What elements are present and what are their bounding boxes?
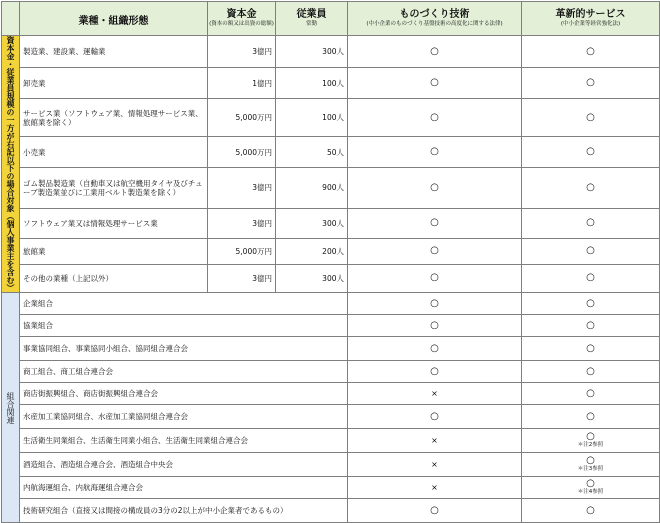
eligibility-mark (522, 383, 660, 405)
organization-name: 商工組合、商工組合連合会 (20, 361, 348, 383)
table-row (2, 238, 660, 264)
circle-mark-icon: ○ (430, 365, 439, 377)
eligibility-mark (348, 361, 522, 383)
eligibility-mark (348, 238, 522, 264)
table-row (2, 36, 660, 68)
eligibility-table (1, 1, 660, 523)
table-row (2, 499, 660, 523)
eligibility-mark (522, 315, 660, 337)
circle-mark-icon: ○ (586, 455, 595, 466)
eligibility-mark (348, 499, 522, 523)
circle-mark-icon: ○ (586, 272, 595, 284)
eligibility-mark (348, 98, 522, 137)
eligibility-mark (522, 208, 660, 238)
circle-mark-icon: ○ (586, 365, 595, 377)
circle-mark-icon: ○ (430, 217, 439, 229)
table-row (2, 68, 660, 98)
footnote-ref: ＊注2参照 (577, 442, 604, 448)
eligibility-mark (348, 293, 522, 315)
table-row (2, 405, 660, 429)
header-innovative: 革新的サービス (中小企業等経営強化法) (522, 2, 660, 36)
circle-mark-icon: ○ (586, 319, 595, 331)
eligibility-mark (522, 361, 660, 383)
eligibility-mark (522, 98, 660, 137)
table-row (2, 383, 660, 405)
table-row (2, 337, 660, 361)
table-row (2, 208, 660, 238)
header-row (2, 2, 660, 36)
circle-mark-icon: ○ (430, 297, 439, 309)
organization-name: 協業組合 (20, 315, 348, 337)
table-row (2, 167, 660, 208)
eligibility-mark (522, 68, 660, 98)
section-sme (2, 36, 660, 293)
table-row (2, 137, 660, 167)
cross-mark-icon: × (431, 435, 438, 445)
table-row (2, 429, 660, 453)
circle-mark-icon: ○ (430, 45, 439, 57)
industry-name: 旅館業 (20, 238, 208, 264)
eligibility-mark (348, 477, 522, 499)
eligibility-mark (348, 167, 522, 208)
capital-value: 5,000万円 (208, 137, 276, 167)
eligibility-mark (348, 68, 522, 98)
circle-mark-icon: ○ (586, 77, 595, 88)
header-industry: 業種・組織形態 (20, 2, 208, 36)
organization-name: 内航海運組合、内航海運組合連合会 (20, 477, 348, 499)
eligibility-mark (348, 36, 522, 68)
capital-value: 5,000万円 (208, 238, 276, 264)
industry-name: ゴム製品製造業（自動車又は航空機用タイヤ及びチューブ製造業並びに工業用ベルト製造業を除く） (20, 167, 208, 208)
circle-mark-icon: ○ (586, 478, 595, 489)
capital-value: 5,000万円 (208, 98, 276, 137)
employees-value: 200人 (276, 238, 348, 264)
eligibility-mark (348, 137, 522, 167)
cross-mark-icon: × (431, 459, 438, 469)
circle-mark-icon: ○ (586, 297, 595, 309)
organization-name: 酒造組合、酒造組合連合会、酒造組合中央会 (20, 453, 348, 477)
industry-name: 小売業 (20, 137, 208, 167)
circle-mark-icon: ○ (586, 45, 595, 57)
circle-mark-icon: ○ (430, 319, 439, 331)
circle-mark-icon: ○ (430, 111, 439, 123)
footnote-ref: ＊注3参照 (577, 466, 604, 472)
circle-mark-icon: ○ (586, 146, 595, 158)
cross-mark-icon: × (431, 482, 438, 492)
circle-mark-icon: ○ (586, 431, 595, 442)
table-row (2, 361, 660, 383)
eligibility-mark (522, 337, 660, 361)
header-employees: 従業員 常勤 (276, 2, 348, 36)
eligibility-mark (522, 405, 660, 429)
employees-value: 300人 (276, 264, 348, 292)
organization-name: 生活衛生同業組合、生活衛生同業小組合、生活衛生同業組合連合会 (20, 429, 348, 453)
eligibility-mark (522, 238, 660, 264)
organization-name: 技術研究組合（直接又は間接の構成員の3分の2以上が中小企業者であるもの） (20, 499, 348, 523)
employees-value: 100人 (276, 68, 348, 98)
eligibility-mark (522, 264, 660, 292)
circle-mark-icon: ○ (430, 410, 439, 422)
capital-value: 1億円 (208, 68, 276, 98)
eligibility-mark (348, 337, 522, 361)
header-capital: 資本金 (資本の額又は出資の総額) (208, 2, 276, 36)
eligibility-mark (348, 453, 522, 477)
organization-name: 企業組合 (20, 293, 348, 315)
table-row (2, 264, 660, 292)
table-row (2, 453, 660, 477)
eligibility-mark (348, 315, 522, 337)
circle-mark-icon: ○ (586, 181, 595, 193)
footnote-ref: ＊注4参照 (577, 489, 604, 495)
capital-value: 3億円 (208, 167, 276, 208)
circle-mark-icon: ○ (586, 245, 595, 257)
employees-value: 50人 (276, 137, 348, 167)
capital-value: 3億円 (208, 264, 276, 292)
table-row (2, 293, 660, 315)
circle-mark-icon: ○ (586, 504, 595, 516)
industry-name: 製造業、建設業、運輸業 (20, 36, 208, 68)
industry-name: 卸売業 (20, 68, 208, 98)
employees-value: 300人 (276, 36, 348, 68)
employees-value: 300人 (276, 208, 348, 238)
eligibility-mark (522, 293, 660, 315)
industry-name: サービス業（ソフトウェア業、情報処理サービス業、旅館業を除く） (20, 98, 208, 137)
eligibility-mark (348, 405, 522, 429)
employees-value: 100人 (276, 98, 348, 137)
circle-mark-icon: ○ (586, 342, 595, 354)
eligibility-mark (522, 499, 660, 523)
category-label: 組合関連 (2, 293, 20, 523)
circle-mark-icon: ○ (430, 342, 439, 354)
header-corner (2, 2, 20, 36)
circle-mark-icon: ○ (430, 272, 439, 284)
circle-mark-icon: ○ (430, 245, 439, 257)
eligibility-mark (348, 264, 522, 292)
organization-name: 事業協同組合、事業協同小組合、協同組合連合会 (20, 337, 348, 361)
organization-name: 水産加工業協同組合、水産加工業協同組合連合会 (20, 405, 348, 429)
eligibility-mark (348, 429, 522, 453)
cross-mark-icon: × (431, 388, 438, 398)
header-monozukuri: ものづくり技術 (中小企業のものづくり基盤技術の高度化に関する法律) (348, 2, 522, 36)
table-row (2, 477, 660, 499)
eligibility-mark (522, 36, 660, 68)
circle-mark-icon: ○ (430, 146, 439, 158)
capital-value: 3億円 (208, 36, 276, 68)
organization-name: 商店街振興組合、商店街振興組合連合会 (20, 383, 348, 405)
capital-value: 3億円 (208, 208, 276, 238)
section-cooperatives (2, 293, 660, 523)
eligibility-mark (522, 429, 660, 453)
circle-mark-icon: ○ (586, 387, 595, 399)
eligibility-mark (522, 137, 660, 167)
eligibility-mark (348, 208, 522, 238)
eligibility-mark (522, 453, 660, 477)
circle-mark-icon: ○ (430, 504, 439, 516)
table-row (2, 315, 660, 337)
circle-mark-icon: ○ (586, 217, 595, 229)
industry-name: その他の業種（上記以外） (20, 264, 208, 292)
eligibility-mark (522, 477, 660, 499)
employees-value: 900人 (276, 167, 348, 208)
eligibility-mark (348, 383, 522, 405)
category-label: 資本金・従業員規模の一方が右記以下の場合対象（個人事業主を含む） (2, 36, 20, 293)
circle-mark-icon: ○ (586, 111, 595, 123)
table-row (2, 98, 660, 137)
circle-mark-icon: ○ (430, 77, 439, 88)
eligibility-mark (522, 167, 660, 208)
circle-mark-icon: ○ (586, 410, 595, 422)
industry-name: ソフトウェア業又は情報処理サービス業 (20, 208, 208, 238)
circle-mark-icon: ○ (430, 181, 439, 193)
